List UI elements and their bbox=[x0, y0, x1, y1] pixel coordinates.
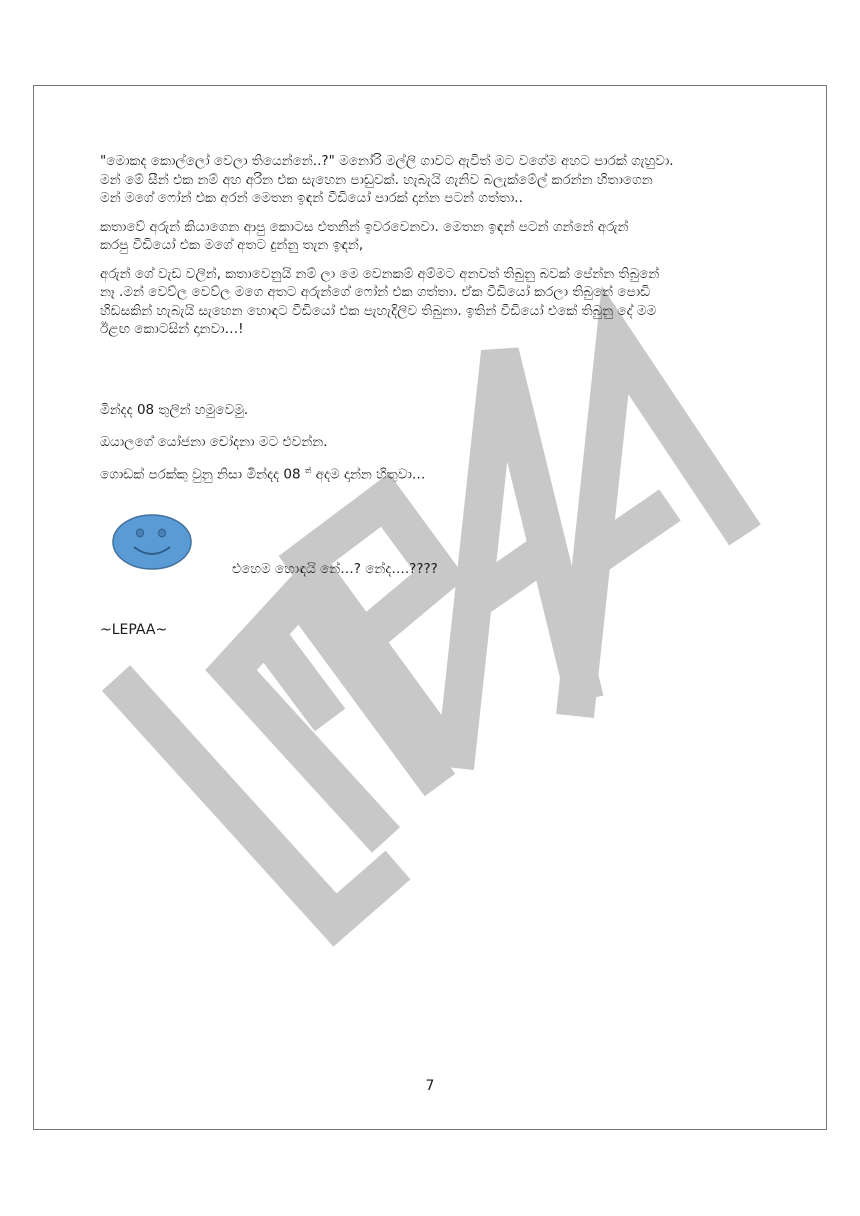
announcement-line-2: ඔයාලගේ යෝජනා චෝදනා මට එවන්න. bbox=[100, 434, 328, 450]
text-line: මන් මගේ ෆෝන් එක අරන් මෙතන ඉඳන් වීඩියෝ පාරක් දාන්න පටන් ගත්තා.. bbox=[100, 190, 523, 206]
text-line: හිඩසකින් හැබැයි සැහෙන හොඳට වීඩියෝ එක පැහැදිලිව තිබුනා. ඉතින් වීඩියෝ එකේ තිබුනු දේ මම bbox=[100, 302, 657, 319]
page-number: 7 bbox=[425, 1078, 435, 1094]
announcement-line-3 bbox=[100, 466, 425, 483]
announcement-line-3-tail: අදම දාන්න හිතුවා… bbox=[315, 466, 426, 483]
text-line: නෑ .මන් වෙව්ල වෙව්ල මගෙ අතට අරුන්ගේ ෆෝන් එක ගත්තා. ඒක වීඩියෝ කරලා තිබුනේ පොඩි bbox=[100, 284, 651, 300]
paragraph-1 bbox=[100, 152, 760, 208]
text-line: ඊළඟ කොටසින් දානවා…! bbox=[100, 321, 244, 337]
text-line: අරුන් ගේ වැඩ වලින්, කතාවෙනුයි නම් ලා මෙ වෙනකම් අම්මට අනවත් තිබුනු බවක් පේන්න තිබුනේ bbox=[100, 265, 660, 282]
text-line: "මොකද කොල්ලෝ වෙලා තියෙන්නේ..?" මනෝරි මල්ලි ගාවට ඇවිත් මට වගේම අහට පාරක් ගැහුවා. bbox=[100, 153, 674, 169]
paragraph-2 bbox=[100, 218, 760, 255]
text-line: කරපු වීඩියෝ එක මගේ අතට දුන්නු තැන ඉඳන්, bbox=[100, 237, 364, 253]
smiley-left-eye bbox=[137, 529, 144, 537]
text-line: කතාවේ අරුන් කියාගෙන ආපු කොටස එතනින් ඉවරවෙනවා. මෙතන ඉඳන් පටන් ගන්නේ අරුන් bbox=[100, 218, 629, 235]
smiley-face-icon bbox=[110, 513, 194, 573]
reply-text: එහෙම හොඳයි නේ…? නේද….???? bbox=[232, 561, 438, 577]
body-text bbox=[100, 152, 760, 349]
announcement-line-3-text: ගොඩක් පරක්කු වුනු නිසා මින්දද 08 bbox=[100, 466, 301, 483]
text-line: මන් මේ සීන් එක නම් අහ අරින එක සැහෙන පාඩුවක්. හැබැයි ගැනිව බලැක්මේල් කරන්න හිතාගෙන bbox=[100, 171, 653, 188]
signature: ~LEPAA~ bbox=[100, 622, 168, 638]
announcement-line-1: මින්දද 08 තුලින් හමුවෙමු. bbox=[100, 402, 249, 418]
announcement-superscript: ත් bbox=[304, 466, 312, 475]
paragraph-3 bbox=[100, 265, 760, 339]
smiley-right-eye bbox=[159, 529, 166, 537]
smiley-face-circle bbox=[113, 515, 191, 569]
